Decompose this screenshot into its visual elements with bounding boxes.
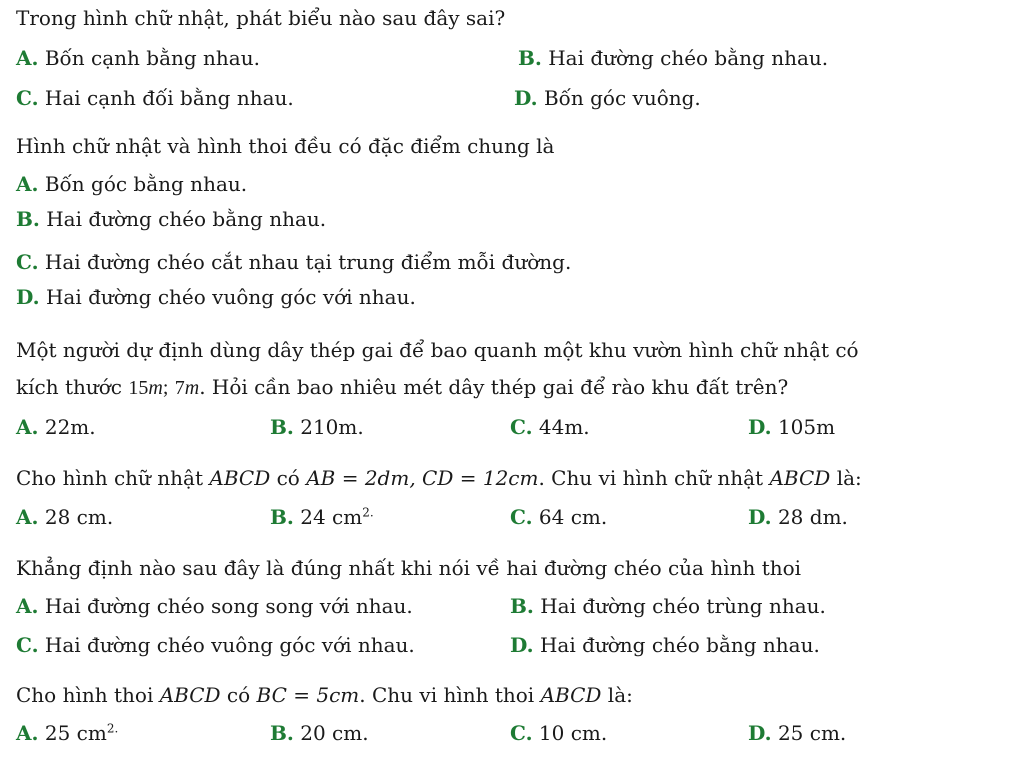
option-label: C.: [510, 415, 533, 439]
q6-option-c: [510, 721, 607, 745]
option-text: Hai cạnh đối bằng nhau.: [44, 86, 294, 110]
q4-option-c: [510, 505, 607, 529]
q3-dim-1-value: 15: [128, 377, 149, 399]
option-label: B.: [270, 415, 294, 439]
q6-equation: BC = 5cm: [256, 683, 360, 707]
q1-option-b: [518, 46, 828, 70]
option-text: 10 cm.: [538, 721, 608, 745]
q5-option-b: [510, 594, 826, 618]
option-text: 210m.: [300, 415, 364, 439]
q3-dim-2-unit: m: [184, 377, 200, 399]
q4-question: [16, 466, 862, 490]
q3-dim-sep: ;: [162, 377, 169, 399]
option-label: A.: [16, 46, 39, 70]
q3-dim-2-value: 7: [174, 377, 185, 399]
option-text: 25 cm: [44, 721, 107, 745]
q5-option-c: [16, 633, 415, 657]
q4-shape: ABCD: [209, 466, 271, 490]
q4-text-a: Cho hình chữ nhật: [16, 466, 204, 490]
option-text: 20 cm.: [300, 721, 369, 745]
option-label: D.: [510, 633, 534, 657]
q6-shape-2: ABCD: [540, 683, 602, 707]
q4-text-d: là:: [836, 466, 862, 490]
option-label: D.: [748, 505, 772, 529]
option-label: B.: [16, 207, 40, 231]
option-text: Hai đường chéo trùng nhau.: [540, 594, 826, 618]
q2-question: Hình chữ nhật và hình thoi đều có đặc điểm chung là: [16, 134, 555, 158]
q4-option-d: [748, 505, 848, 529]
q6-shape: ABCD: [159, 683, 221, 707]
option-text: Hai đường chéo bằng nhau.: [539, 633, 820, 657]
option-text: 22m.: [44, 415, 96, 439]
option-text: Hai đường chéo vuông góc với nhau.: [44, 633, 415, 657]
q1-option-a: [16, 46, 260, 70]
q6-option-d: [748, 721, 846, 745]
q6-option-b: [270, 721, 369, 745]
option-text: Bốn góc bằng nhau.: [44, 172, 248, 196]
q6-text-b: có: [226, 683, 251, 707]
option-text: Hai đường chéo cắt nhau tại trung điểm mỗi đường.: [44, 250, 572, 274]
option-text: 105m: [777, 415, 836, 439]
q2-option-d: [16, 285, 416, 309]
q3-option-c: [510, 415, 590, 439]
q3-question-line1: Một người dự định dùng dây thép gai để bao quanh một khu vườn hình chữ nhật có: [16, 338, 859, 362]
q5-question: Khẳng định nào sau đây là đúng nhất khi nói về hai đường chéo của hình thoi: [16, 556, 802, 580]
option-text: 25 cm.: [777, 721, 847, 745]
option-label: A.: [16, 594, 39, 618]
q3-option-d: [748, 415, 835, 439]
option-label: A.: [16, 172, 39, 196]
q3-option-b: [270, 415, 364, 439]
q4-text-c: . Chu vi hình chữ nhật: [538, 466, 764, 490]
option-label: D.: [748, 415, 772, 439]
option-label: A.: [16, 505, 39, 529]
q3-text-a: kích thước: [16, 375, 122, 399]
q4-equation: AB = 2dm, CD = 12cm: [306, 466, 539, 490]
option-label: C.: [16, 86, 39, 110]
q2-option-a: [16, 172, 247, 196]
q3-text-b: . Hỏi cần bao nhiêu mét dây thép gai để rào khu đất trên?: [199, 375, 789, 399]
option-label: B.: [510, 594, 534, 618]
option-text: Bốn cạnh bằng nhau.: [44, 46, 260, 70]
q6-question: [16, 683, 633, 707]
option-label: B.: [270, 505, 294, 529]
q1-option-d: [514, 86, 701, 110]
q3-dim-1-unit: m: [148, 377, 163, 399]
option-label: C.: [510, 721, 533, 745]
option-text: 28 cm.: [44, 505, 114, 529]
option-text: Bốn góc vuông.: [543, 86, 701, 110]
option-label: A.: [16, 721, 39, 745]
option-label: D.: [748, 721, 772, 745]
option-text: Hai đường chéo song song với nhau.: [44, 594, 413, 618]
option-label: D.: [16, 285, 40, 309]
q3-dim-2: [175, 377, 199, 399]
option-text: Hai đường chéo bằng nhau.: [46, 207, 327, 231]
q5-option-a: [16, 594, 413, 618]
q4-option-b: [270, 505, 374, 529]
option-text: 28 dm.: [777, 505, 848, 529]
option-text: Hai đường chéo bằng nhau.: [548, 46, 829, 70]
q6-text-c: . Chu vi hình thoi: [359, 683, 535, 707]
q3-option-a: [16, 415, 96, 439]
option-text: Hai đường chéo vuông góc với nhau.: [45, 285, 416, 309]
q2-option-c: [16, 250, 571, 274]
q2-option-b: [16, 207, 326, 231]
option-label: C.: [16, 633, 39, 657]
option-text: 44m.: [538, 415, 590, 439]
option-sup: 2.: [106, 721, 119, 736]
option-text: 64 cm.: [538, 505, 608, 529]
option-label: B.: [518, 46, 542, 70]
q6-text-a: Cho hình thoi: [16, 683, 154, 707]
q4-text-b: có: [276, 466, 300, 490]
option-label: D.: [514, 86, 538, 110]
q6-text-d: là:: [607, 683, 633, 707]
q6-option-a: [16, 721, 118, 745]
option-label: C.: [510, 505, 533, 529]
q1-question: Trong hình chữ nhật, phát biểu nào sau đây sai?: [16, 6, 506, 30]
q1-option-c: [16, 86, 294, 110]
q5-option-d: [510, 633, 820, 657]
option-label: C.: [16, 250, 39, 274]
option-label: B.: [270, 721, 294, 745]
q3-dim-1: [128, 377, 168, 399]
option-sup: 2.: [362, 505, 374, 520]
q4-option-a: [16, 505, 113, 529]
option-label: A.: [16, 415, 39, 439]
option-text: 24 cm: [300, 505, 363, 529]
q3-question-line2: [16, 375, 788, 400]
q4-shape-2: ABCD: [769, 466, 831, 490]
